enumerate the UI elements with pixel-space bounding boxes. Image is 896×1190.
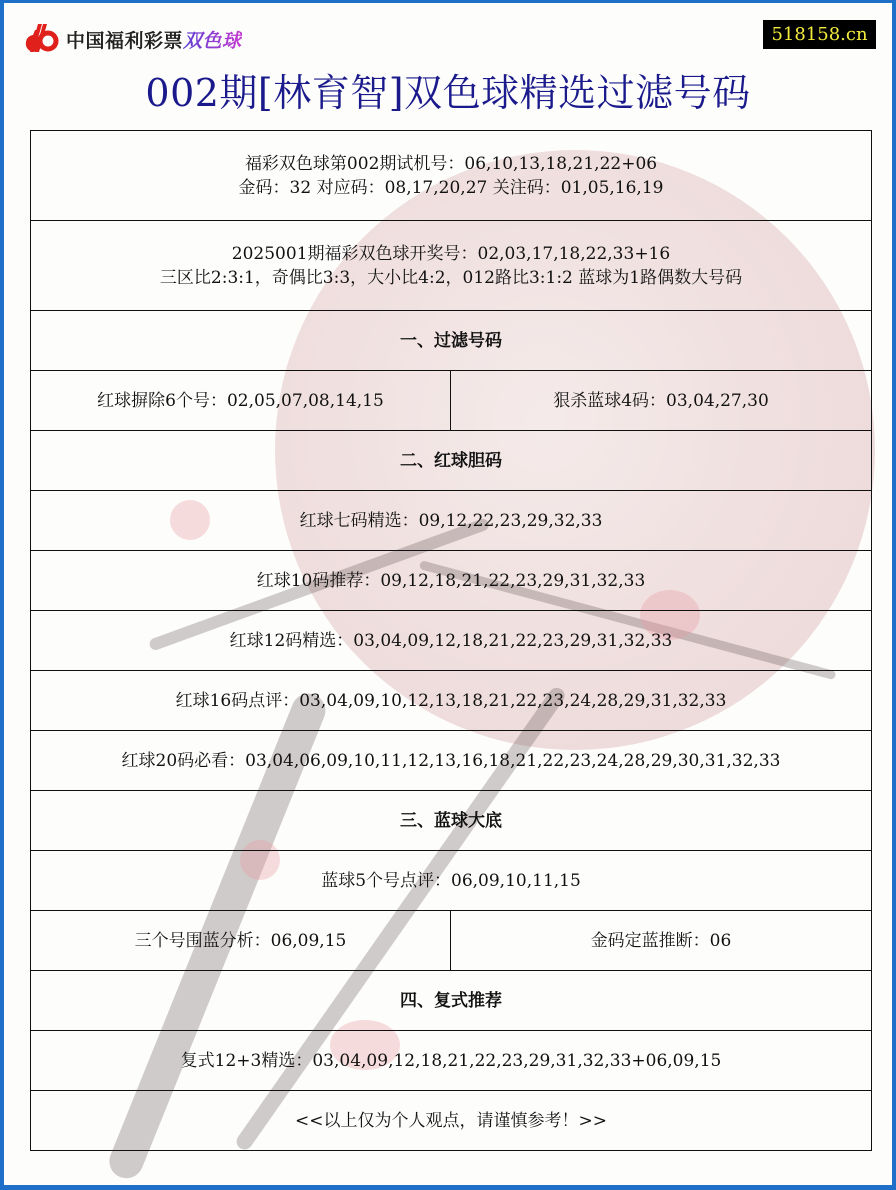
red-seven-pick: 红球七码精选：09,12,22,23,29,32,33 — [31, 491, 872, 551]
red-ten-pick: 红球10码推荐：09,12,18,21,22,23,29,31,32,33 — [31, 551, 872, 611]
section-heading-blue: 三、蓝球大底 — [31, 791, 872, 851]
combo-pick: 复式12+3精选：03,04,09,12,18,21,22,23,29,31,32,33+06,09,15 — [31, 1031, 872, 1091]
page-title: 002期[林育智]双色球精选过滤号码 — [145, 71, 751, 115]
disclaimer-note: <<以上仅为个人观点，请谨慎参考！>> — [31, 1091, 872, 1151]
last-draw-row — [31, 221, 872, 311]
red-twenty-pick: 红球20码必看：03,04,06,09,10,11,12,13,16,18,21,22,23,24,28,29,30,31,32,33 — [31, 731, 872, 791]
section-heading-red: 二、红球胆码 — [31, 431, 872, 491]
prediction-table — [30, 130, 872, 1151]
blue-gold-pick: 金码定蓝推断：06 — [451, 911, 872, 971]
cwl-logo — [20, 22, 242, 56]
red-exclude-numbers: 红球摒除6个号：02,05,07,08,14,15 — [31, 371, 451, 431]
trial-numbers: 福彩双色球第002期试机号：06,10,13,18,21,22+06 — [244, 153, 658, 174]
gold-codes: 金码：32 对应码：08,17,20,27 关注码：01,05,16,19 — [238, 177, 664, 198]
red-sixteen-pick: 红球16码点评：03,04,09,10,12,13,18,21,22,23,24,28,29,31,32,33 — [31, 671, 872, 731]
draw-ratios: 三区比2:3:1，奇偶比3:3，大小比4:2，012路比3:1:2 蓝球为1路偶数大号码 — [159, 267, 743, 288]
blue-kill-numbers: 狠杀蓝球4码：03,04,27,30 — [451, 371, 872, 431]
section-heading-combo: 四、复式推荐 — [31, 971, 872, 1031]
cwl-logo-icon — [20, 22, 60, 56]
trial-numbers-row — [31, 131, 872, 221]
blue-five-pick: 蓝球5个号点评：06,09,10,11,15 — [31, 851, 872, 911]
logo-text: 中国福利彩票双色球 — [66, 29, 242, 52]
last-draw-numbers: 2025001期福彩双色球开奖号：02,03,17,18,22,33+16 — [231, 243, 671, 264]
section-heading-filter: 一、过滤号码 — [31, 311, 872, 371]
site-badge[interactable]: 518158.cn — [763, 20, 876, 49]
red-twelve-pick: 红球12码精选：03,04,09,12,18,21,22,23,29,31,32,33 — [31, 611, 872, 671]
blue-three-pick: 三个号围蓝分析：06,09,15 — [31, 911, 451, 971]
